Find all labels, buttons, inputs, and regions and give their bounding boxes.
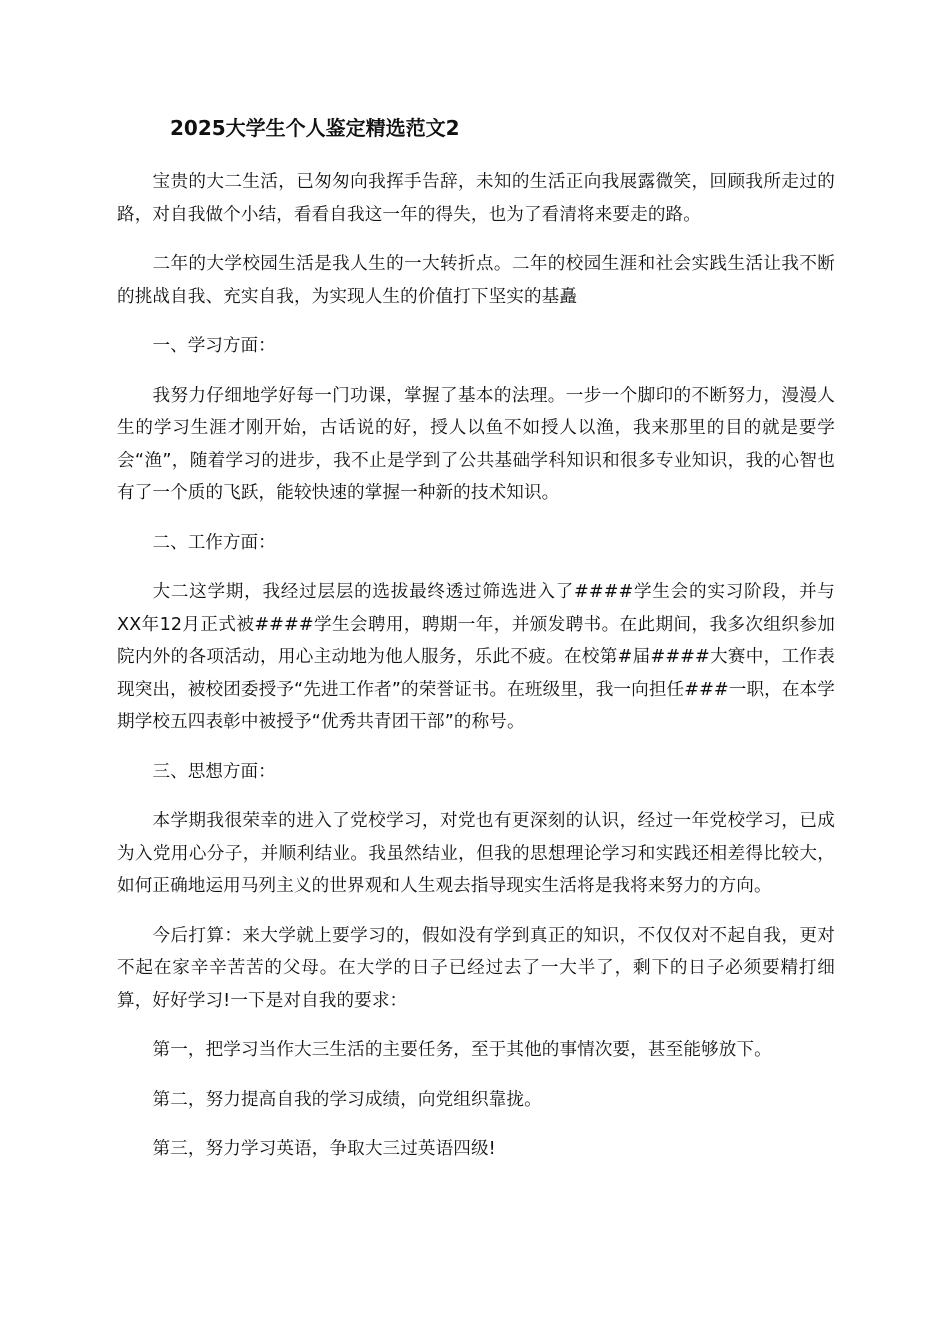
document-title: 2025大学生个人鉴定精选范文2 bbox=[170, 116, 460, 140]
paragraph-thought: 本学期我很荣幸的进入了党校学习，对党也有更深刻的认识，经过一年党校学习，已成为入党用心分子，并顺利结业。我虽然结业，但我的思想理论学习和实践还相差得比较大，如何正确地运用马列主义的世界观和人生观去指导现实生活将是我将来努力的方向。 bbox=[117, 811, 835, 896]
paragraph-turning-point: 二年的大学校园生活是我人生的一大转折点。二年的校园生涯和社会实践生活让我不断的挑战自我、充实自我，为实现人生的价值打下坚实的基矗 bbox=[117, 254, 835, 307]
document-body bbox=[117, 166, 835, 1183]
paragraph-goal-3: 第三，努力学习英语，争取大三过英语四级! bbox=[152, 1139, 496, 1159]
paragraph-goal-2: 第二，努力提高自我的学习成绩，向党组织靠拢。 bbox=[152, 1089, 542, 1110]
paragraph-intro: 宝贵的大二生活，已匆匆向我挥手告辞，未知的生活正向我展露微笑，回顾我所走过的路，对自我做个小结，看看自我这一年的得失，也为了看清将来要走的路。 bbox=[117, 172, 835, 225]
paragraph-goal-1: 第一，把学习当作大三生活的主要任务，至于其他的事情次要，甚至能够放下。 bbox=[152, 1040, 772, 1060]
section-heading-work: 二、工作方面： bbox=[152, 532, 276, 553]
paragraph-plans: 今后打算：来大学就上要学习的，假如没有学到真正的知识，不仅仅对不起自我，更对不起在家辛辛苦苦的父母。在大学的日子已经过去了一大半了，剩下的日子必须要精打细算，好好学习!一下是对自我的要求： bbox=[117, 925, 835, 1011]
section-heading-thought: 三、思想方面： bbox=[152, 761, 276, 782]
paragraph-study: 我努力仔细地学好每一门功课，掌握了基本的法理。一步一个脚印的不断努力，漫漫人生的学习生涯才刚开始，古话说的好，授人以鱼不如授人以渔，我来那里的目的就是要学会“渔”，随着学习的进步，我不止是学到了公共基础学科知识和很多专业知识，我的心智也有了一个质的飞跃，能较快速的掌握一种新的技术知识。 bbox=[117, 385, 835, 503]
section-heading-study: 一、学习方面： bbox=[152, 336, 276, 356]
paragraph-work: 大二这学期，我经过层层的选拔最终透过筛选进入了####学生会的实习阶段，并与XX年12月正式被####学生会聘用，聘期一年，并颁发聘书。在此期间，我多次组织参加院内外的各项活动，用心主动地为他人服务，乐此不疲。在校第#届####大赛中，工作表现突出，被校团委授予“先进工作者”的荣誉证书。在班级里，我一向担任###一职，在本学期学校五四表彰中被授予“优秀共青团干部”的称号。 bbox=[117, 582, 835, 732]
